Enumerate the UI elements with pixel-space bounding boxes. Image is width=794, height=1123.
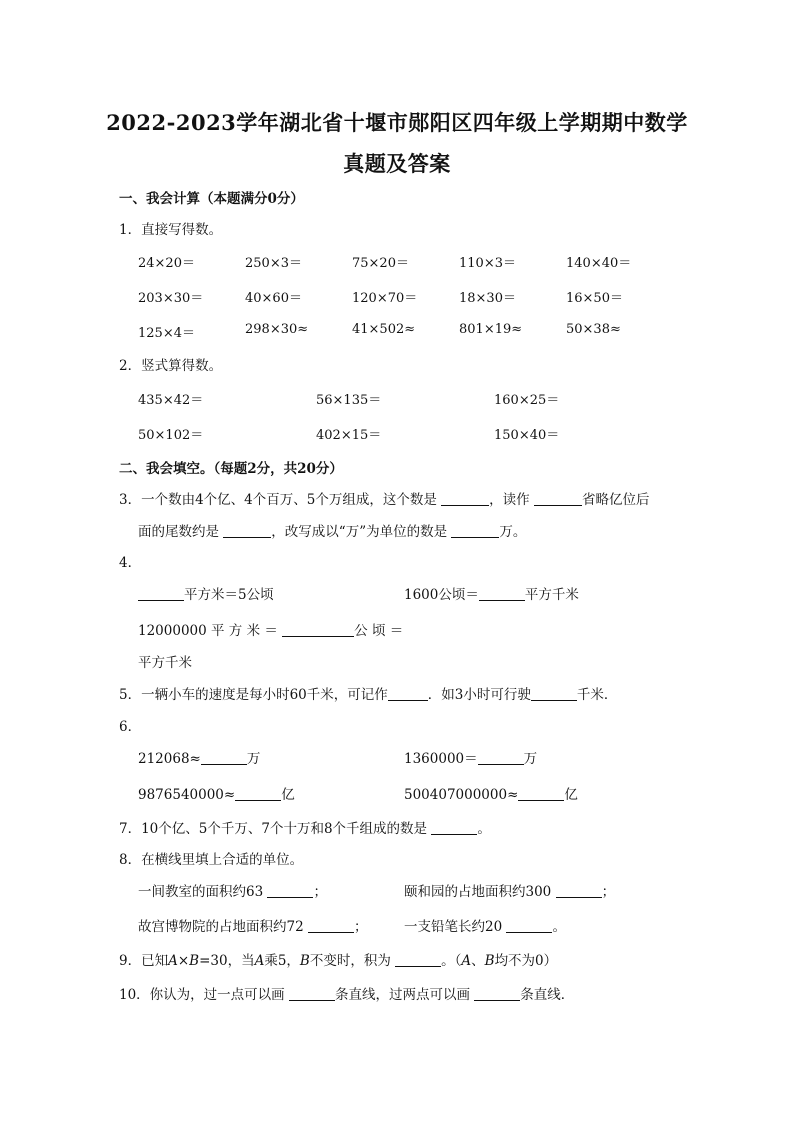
q1-item: 40×60＝ bbox=[245, 291, 302, 306]
answer-blank[interactable] bbox=[223, 523, 271, 538]
q2-item: 435×42＝ bbox=[138, 393, 204, 408]
answer-blank[interactable] bbox=[556, 883, 602, 898]
q4-row1-right: 1600公顷＝ 平方千米 bbox=[404, 587, 579, 603]
q1-item: 125×4＝ bbox=[138, 326, 195, 341]
answer-blank[interactable] bbox=[431, 820, 477, 835]
q4-row2: 12000000 平 方 米 ＝ 公 顷 ＝ bbox=[138, 623, 404, 639]
q8-item: 颐和园的占地面积约300 ； bbox=[404, 884, 616, 900]
q6-item: 500407000000≈ 亿 bbox=[404, 787, 578, 803]
q4-row3: 平方千米 bbox=[138, 655, 192, 671]
q1-item: 50×38≈ bbox=[566, 322, 621, 337]
q10-line: 10．你认为，过一点可以画 条直线，过两点可以画 条直线． bbox=[119, 987, 575, 1003]
q1-item: 75×20＝ bbox=[352, 256, 409, 271]
q2-item: 150×40＝ bbox=[494, 428, 560, 443]
answer-blank[interactable] bbox=[388, 686, 428, 701]
q6-item: 9876540000≈ 亿 bbox=[138, 787, 295, 803]
q2-item: 402×15＝ bbox=[316, 428, 382, 443]
q6-number: 6． bbox=[119, 719, 142, 735]
answer-blank[interactable] bbox=[441, 491, 489, 506]
q1-item: 24×20＝ bbox=[138, 256, 195, 271]
answer-blank[interactable] bbox=[267, 883, 313, 898]
q6-item: 212068≈ 万 bbox=[138, 751, 261, 767]
answer-blank[interactable] bbox=[282, 622, 354, 637]
q5-line: 5．一辆小车的速度是每小时60千米，可记作 ．如3小时可行驶 千米． bbox=[119, 687, 618, 703]
q4-number: 4． bbox=[119, 555, 142, 571]
q1-item: 801×19≈ bbox=[459, 322, 523, 337]
answer-blank[interactable] bbox=[138, 586, 184, 601]
q2-label: 2．竖式算得数。 bbox=[119, 358, 223, 374]
answer-blank[interactable] bbox=[506, 918, 552, 933]
answer-blank[interactable] bbox=[289, 986, 335, 1001]
q1-item: 120×70＝ bbox=[352, 291, 418, 306]
q4-row1-left: 平方米＝5公顷 bbox=[138, 583, 274, 603]
answer-blank[interactable] bbox=[479, 586, 525, 601]
q2-item: 56×135＝ bbox=[316, 393, 382, 408]
page-title-line2: 真题及答案 bbox=[343, 151, 451, 176]
q1-item: 250×3＝ bbox=[245, 256, 302, 271]
page-title-line1: 2022-2023学年湖北省十堰市郧阳区四年级上学期期中数学 bbox=[106, 110, 688, 135]
q3-line2: 面的尾数约是 ，改写成以“万”为单位的数是 万。 bbox=[138, 524, 527, 540]
q3-line1: 3．一个数由4个亿、4个百万、5个万组成，这个数是 ，读作 省略亿位后 bbox=[119, 492, 650, 508]
answer-blank[interactable] bbox=[534, 491, 582, 506]
q1-item: 16×50＝ bbox=[566, 291, 623, 306]
answer-blank[interactable] bbox=[451, 523, 499, 538]
q1-item: 203×30＝ bbox=[138, 291, 204, 306]
q8-item: 故宫博物院的占地面积约72 ； bbox=[138, 919, 368, 935]
q1-item: 140×40＝ bbox=[566, 256, 632, 271]
q1-label: 1．直接写得数。 bbox=[119, 222, 223, 238]
answer-blank[interactable] bbox=[518, 786, 564, 801]
q8-item: 一间教室的面积约63 ； bbox=[138, 884, 327, 900]
answer-blank[interactable] bbox=[235, 786, 281, 801]
answer-blank[interactable] bbox=[395, 952, 441, 967]
q1-item: 41×502≈ bbox=[352, 322, 416, 337]
q7-line: 7．10个亿、5个千万、7个十万和8个千组成的数是 。 bbox=[119, 821, 491, 837]
section1-heading: 一、我会计算（本题满分0分） bbox=[119, 191, 304, 207]
q8-item: 一支铅笔长约20 。 bbox=[404, 919, 566, 935]
q1-item: 18×30＝ bbox=[459, 291, 516, 306]
answer-blank[interactable] bbox=[308, 918, 354, 933]
q2-item: 160×25＝ bbox=[494, 393, 560, 408]
q1-item: 298×30≈ bbox=[245, 322, 309, 337]
q1-item: 110×3＝ bbox=[459, 256, 516, 271]
q8-label: 8．在横线里填上合适的单位。 bbox=[119, 852, 304, 868]
answer-blank[interactable] bbox=[201, 750, 247, 765]
q2-item: 50×102＝ bbox=[138, 428, 204, 443]
section2-heading: 二、我会填空。（每题2分，共20分） bbox=[119, 461, 343, 477]
answer-blank[interactable] bbox=[474, 986, 520, 1001]
q9-line: 9．已知A×B=30，当A乘5，B不变时，积为 。（A、B均不为0） bbox=[119, 953, 558, 969]
answer-blank[interactable] bbox=[478, 750, 524, 765]
q6-item: 1360000＝ 万 bbox=[404, 751, 538, 767]
answer-blank[interactable] bbox=[531, 686, 577, 701]
